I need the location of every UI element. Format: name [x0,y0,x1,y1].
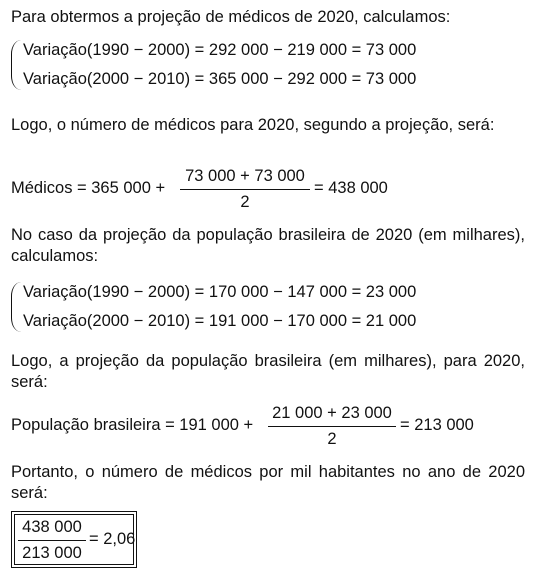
final-answer-inner-box [14,514,134,565]
fraction-bar [268,426,396,427]
fraction-bar [18,540,86,541]
fraction-bar [180,189,310,190]
equation-population-variation-2000-2010: Variação(2000 − 2010) = 191 000 − 170 000 = 21 000 [23,312,417,330]
fraction-numerator: 21 000 + 23 000 [272,404,392,422]
final-answer-result: = 2,06 [89,530,136,548]
equation-doctors-result: = 438 000 [314,179,388,197]
fraction-denominator: 213 000 [22,544,82,563]
system-brace-population [11,282,21,332]
fraction-numerator: 438 000 [22,518,82,536]
equation-population-variation-1990-2000: Variação(1990 − 2000) = 170 000 − 147 000 = 23 000 [23,283,417,301]
fraction-population-average [268,404,396,449]
fraction-denominator: 2 [240,193,250,212]
fraction-doctors-average [180,167,310,212]
fraction-numerator: 73 000 + 73 000 [185,167,305,185]
paragraph-conclusion: Portanto, o número de médicos por mil habitantes no ano de 2020 será: [11,463,525,502]
equation-doctors-lhs: Médicos = 365 000 + [11,179,166,197]
equation-population-lhs: População brasileira = 191 000 + [11,416,254,434]
equation-population-result: = 213 000 [400,416,474,434]
paragraph-intro-doctors: Para obtermos a projeção de médicos de 2020, calculamos: [11,8,451,26]
equation-doctors-variation-1990-2000: Variação(1990 − 2000) = 292 000 − 219 000 = 73 000 [23,41,417,59]
system-brace-doctors [11,40,21,90]
paragraph-population-projection: Logo, a projeção da população brasileira (em milhares), para 2020, será: [11,352,525,391]
fraction-denominator: 2 [327,430,337,449]
fraction-doctors-per-thousand [18,518,86,563]
paragraph-intro-population: No caso da projeção da população brasileira de 2020 (em milhares), calculamos: [11,226,525,265]
equation-doctors-variation-2000-2010: Variação(2000 − 2010) = 365 000 − 292 000 = 73 000 [23,70,417,88]
paragraph-doctors-projection: Logo, o número de médicos para 2020, segundo a projeção, será: [11,116,495,134]
final-answer-box [11,511,137,568]
